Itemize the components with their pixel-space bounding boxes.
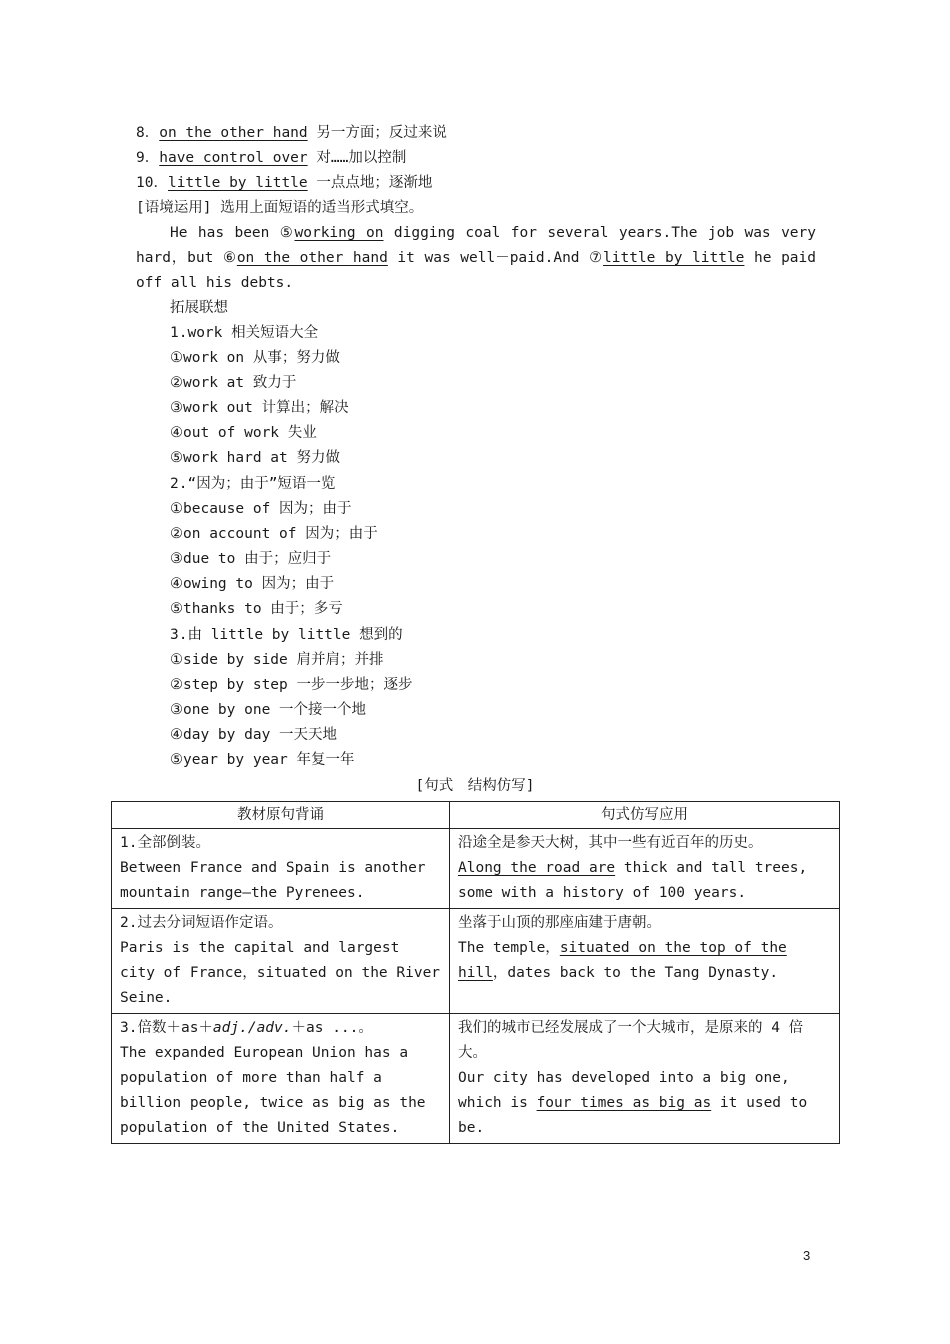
list-item: ③work out 计算出；解决 [170,400,349,416]
phrase-text: on the other hand [159,125,308,141]
cell-text: Along the road are thick and tall trees, some with a history of 100 years. [458,860,808,901]
cell-chinese: 坐落于山顶的那座庙建于唐朝。 [458,915,661,931]
list-item: ③due to 由于；应归于 [170,551,332,567]
answer-blank-7: little by little [603,250,745,266]
table-cell-original [112,829,450,909]
list-item: ③one by one 一个接一个地 [170,702,367,718]
table-cell-imitation [450,909,840,1014]
list-item: ①work on 从事；努力做 [170,350,340,366]
context-text: it was well－paid.And ⑦ [387,250,603,266]
list-item: ②work at 致力于 [170,375,297,391]
sentence-table [111,801,840,1144]
section-caption: [句式 结构仿写] [415,778,535,794]
list-item: ①because of 因为；由于 [170,501,352,517]
phrase-number: 8． [136,125,160,141]
list-item: ⑤year by year 年复一年 [170,752,355,768]
cell-chinese: 我们的城市已经发展成了一个大城市，是原来的 4 倍大。 [458,1020,804,1061]
answer-blank-6: on the other hand [236,250,388,266]
context-text: digging coal for several years.The job was very hard，but ⑥ [136,225,816,266]
context-paragraph [136,221,816,296]
answer-blank: Along the road are [458,860,616,876]
table-cell-original [112,909,450,1014]
phrase-number: 10． [136,175,168,191]
phrase-8 [136,123,447,143]
cell-title: 1.全部倒装。 [120,835,210,851]
list-item: ②step by step 一步一步地；逐步 [170,677,413,693]
answer-blank: four times as big as [536,1095,712,1111]
group-heading: 3.由 little by little 想到的 [170,627,403,643]
expand-title: 拓展联想 [170,300,228,316]
cell-chinese: 沿途全是参天大树，其中一些有近百年的历史。 [458,835,763,851]
table-header-row [112,802,840,829]
cell-text: Paris is the capital and largest city of France，situated on the River Seine. [120,940,441,1006]
table-cell-original [112,1014,450,1144]
context-label: [语境运用] 选用上面短语的适当形式填空。 [136,200,424,216]
list-item: ⑤thanks to 由于；多亏 [170,601,343,617]
table-cell-imitation [450,829,840,909]
cell-title: 2.过去分词短语作定语。 [120,915,283,931]
context-text: he paid off all his debts. [136,250,816,291]
table-header: 句式仿写应用 [450,802,840,829]
phrase-9 [136,148,406,168]
cell-text: Between France and Spain is another mountain range—the Pyrenees. [120,860,426,901]
phrase-meaning: 对……加以控制 [307,150,407,166]
cell-text: Our city has developed into a big one, which is four times as big as it used to be. [458,1070,808,1136]
list-item: ④out of work 失业 [170,425,317,441]
answer-blank: situated on the top of the hill [458,940,787,981]
group-heading: 1.work 相关短语大全 [170,325,319,341]
table-row [112,909,840,1014]
cell-title: 3.倍数＋as＋adj./adv.＋as ...。 [120,1020,373,1036]
table-row [112,1014,840,1144]
list-item: ④owing to 因为；由于 [170,576,335,592]
table-row [112,829,840,909]
phrase-meaning: 另一方面；反过来说 [307,125,447,141]
cell-text: The temple，situated on the top of the hill，dates back to the Tang Dynasty. [458,940,787,981]
table-header: 教材原句背诵 [112,802,450,829]
phrase-meaning: 一点点地；逐渐地 [307,175,433,191]
answer-blank-5: working on [294,225,384,241]
table-cell-imitation [450,1014,840,1144]
context-text: He has been ⑤ [170,225,295,241]
phrase-text: little by little [167,175,308,191]
page-number: 3 [803,1248,811,1263]
phrase-text: have control over [159,150,308,166]
phrase-10 [136,173,432,193]
group-heading: 2.“因为；由于”短语一览 [170,476,336,492]
phrase-number: 9． [136,150,160,166]
list-item: ②on account of 因为；由于 [170,526,378,542]
list-item: ①side by side 肩并肩；并排 [170,652,384,668]
cell-text: The expanded European Union has a population of more than half a billion people, twice as big as the population of the United States. [120,1045,426,1136]
list-item: ④day by day 一天天地 [170,727,338,743]
list-item: ⑤work hard at 努力做 [170,450,340,466]
